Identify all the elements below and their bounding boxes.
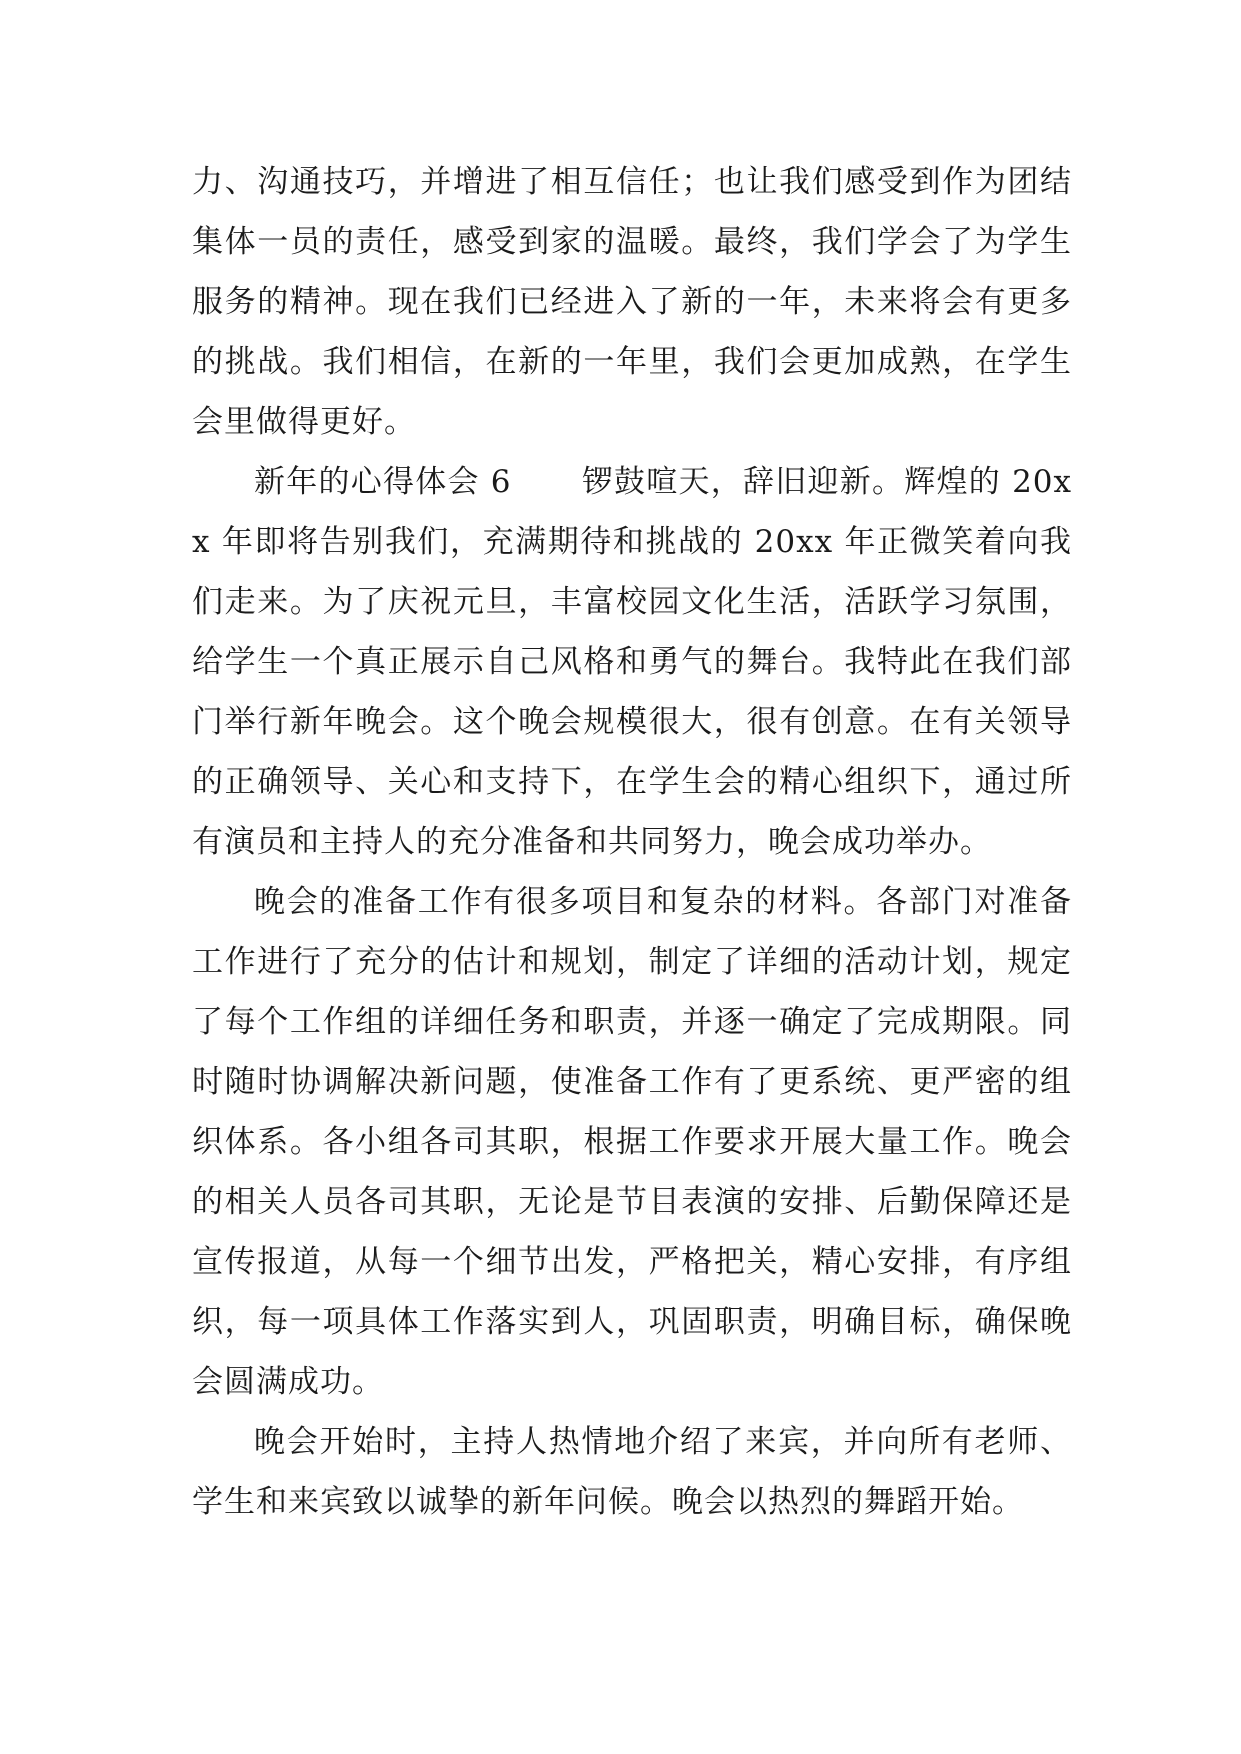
- paragraph-4: [192, 1412, 1072, 1532]
- paragraph-3: [192, 872, 1072, 1412]
- paragraph-2-text: 锣鼓喧天，辞旧迎新。辉煌的 20xx 年即将告别我们，充满期待和挑战的 20xx 年正微笑着向我们走来。为了庆祝元旦，丰富校园文化生活，活跃学习氛围，给学生一个真正展示自己风格和勇气的舞台。我特此在我们部门举行新年晚会。这个晚会规模很大，很有创意。在有关领导的正确领导、关心和支持下，在学生会的精心组织下，通过所有演员和主持人的充分准备和共同努力，晚会成功举办。: [192, 464, 1072, 860]
- paragraph-1: [192, 152, 1072, 452]
- section-heading: 新年的心得体会 6: [254, 464, 512, 500]
- paragraph-1-text: 力、沟通技巧，并增进了相互信任；也让我们感受到作为团结集体一员的责任，感受到家的温暖。最终，我们学会了为学生服务的精神。现在我们已经进入了新的一年，未来将会有更多的挑战。我们相信，在新的一年里，我们会更加成熟，在学生会里做得更好。: [192, 164, 1072, 440]
- document-body: [192, 152, 1072, 1532]
- paragraph-2: [192, 452, 1072, 872]
- paragraph-3-text: 晚会的准备工作有很多项目和复杂的材料。各部门对准备工作进行了充分的估计和规划，制定了详细的活动计划，规定了每个工作组的详细任务和职责，并逐一确定了完成期限。同时随时协调解决新问题，使准备工作有了更系统、更严密的组织体系。各小组各司其职，根据工作要求开展大量工作。晚会的相关人员各司其职，无论是节目表演的安排、后勤保障还是宣传报道，从每一个细节出发，严格把关，精心安排，有序组织，每一项具体工作落实到人，巩固职责，明确目标，确保晚会圆满成功。: [192, 884, 1072, 1400]
- paragraph-4-text: 晚会开始时，主持人热情地介绍了来宾，并向所有老师、学生和来宾致以诚挚的新年问候。晚会以热烈的舞蹈开始。: [192, 1424, 1072, 1520]
